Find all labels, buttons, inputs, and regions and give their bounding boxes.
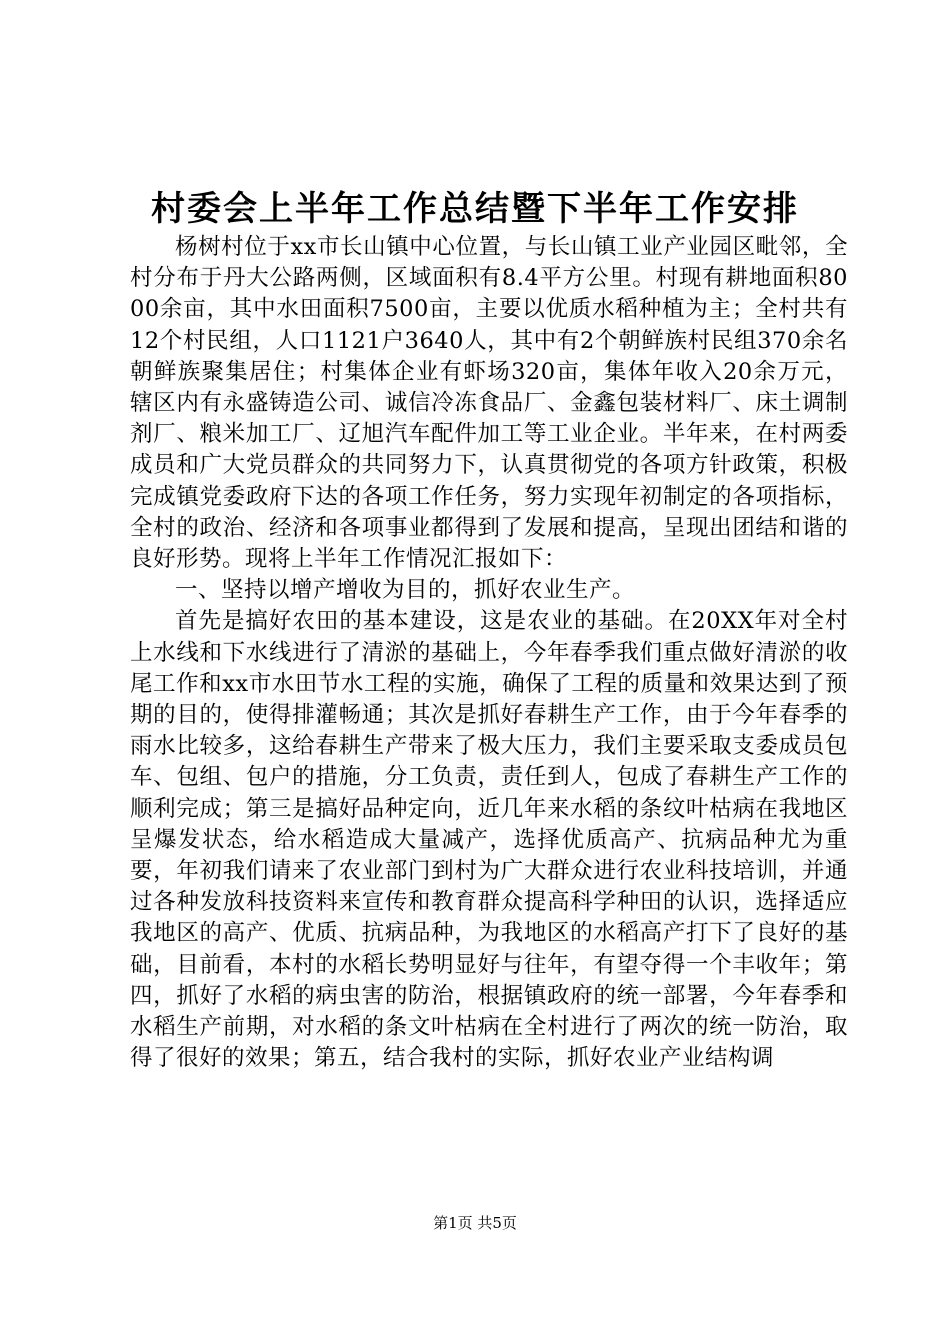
document-body (130, 232, 848, 1074)
paragraph-intro: 杨树村位于xx市长山镇中心位置，与长山镇工业产业园区毗邻，全村分布于丹大公路两侧，区域面积有8.4平方公里。村现有耕地面积8000余亩，其中水田面积7500亩，主要以优质水稻种植为主；全村共有12个村民组，人口1121户3640人，其中有2个朝鲜族村民组370余名朝鲜族聚集居住；村集体企业有虾场320亩，集体年收入20余万元，辖区内有永盛铸造公司、诚信冷冻食品厂、金鑫包装材料厂、床土调制剂厂、粮米加工厂、辽旭汽车配件加工等工业企业。半年来，在村两委成员和广大党员群众的共同努力下，认真贯彻党的各项方针政策，积极完成镇党委政府下达的各项工作任务，努力实现年初制定的各项指标，全村的政治、经济和各项事业都得到了发展和提高，呈现出团结和谐的良好形势。现将上半年工作情况汇报如下： (130, 234, 848, 573)
document-title: 村委会上半年工作总结暨下半年工作安排 (151, 189, 799, 229)
page-number: 第1页 共5页 (433, 1214, 517, 1232)
section-heading-agriculture: 一、坚持以增产增收为目的，抓好农业生产。 (175, 577, 636, 604)
paragraph-agriculture: 首先是搞好农田的基本建设，这是农业的基础。在20XX年对全村上水线和下水线进行了清淤的基础上，今年春季我们重点做好清淤的收尾工作和xx市水田节水工程的实施，确保了工程的质量和效果达到了预期的目的，使得排灌畅通；其次是抓好春耕生产工作，由于今年春季的雨水比较多，这给春耕生产带来了极大压力，我们主要采取支委成员包车、包组、包户的措施，分工负责，责任到人，包成了春耕生产工作的顺利完成；第三是搞好品种定向，近几年来水稻的条纹叶枯病在我地区呈爆发状态，给水稻造成大量减产，选择优质高产、抗病品种尤为重要，年初我们请来了农业部门到村为广大群众进行农业科技培训，并通过各种发放科技资料来宣传和教育群众提高科学种田的认识，选择适应我地区的高产、优质、抗病品种，为我地区的水稻高产打下了良好的基础，目前看，本村的水稻长势明显好与往年，有望夺得一个丰收年；第四，抓好了水稻的病虫害的防治，根据镇政府的统一部署，今年春季和水稻生产前期，对水稻的条文叶枯病在全村进行了两次的统一防治，取得了很好的效果；第五，结合我村的实际，抓好农业产业结构调 (130, 608, 848, 1072)
